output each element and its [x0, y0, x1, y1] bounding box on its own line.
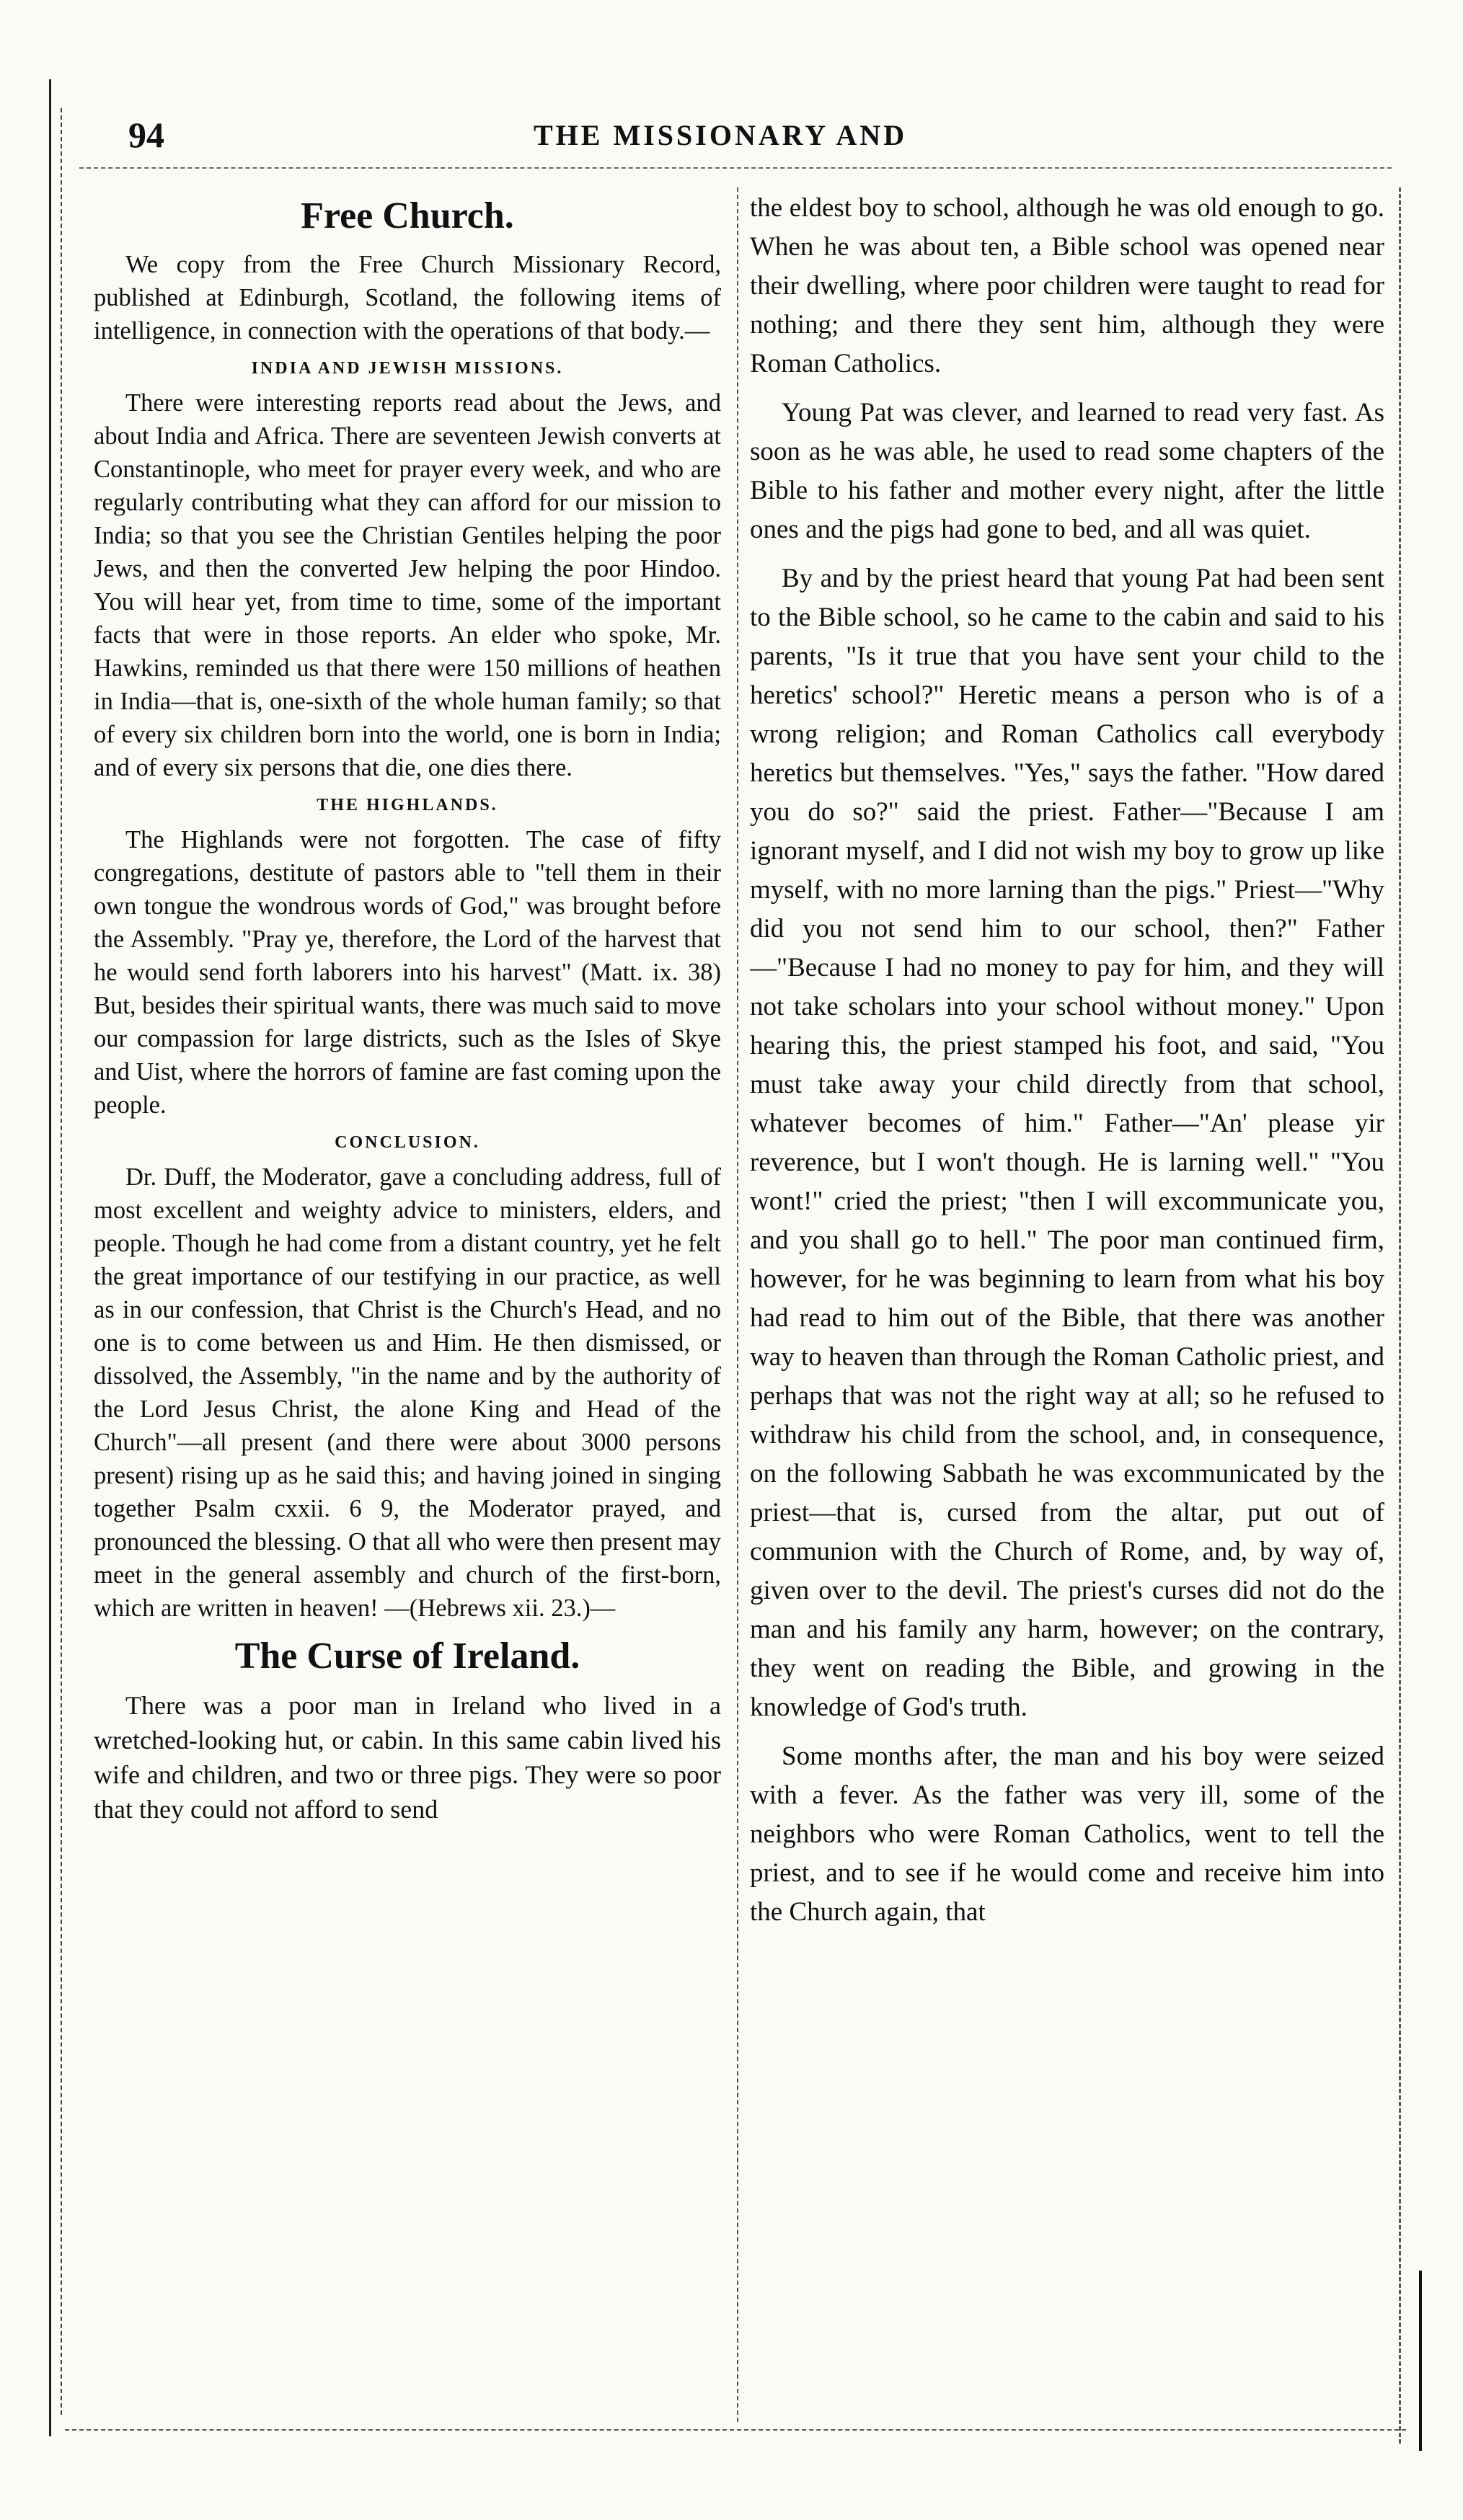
- highlands-text: The Highlands were not forgotten. The case of fifty congregations, destitute of pastors able to "tell them in their own tongue the wondrous words of God," was brought before the Assembly. "Pray ye, therefore, the Lord of the harvest that he would send forth laborers into his harvest" (Matt. ix. 38) But, besides their spiritual wants, there was much said to move our compassion for large districts, such as the Isles of Skye and Uist, where the horrors of famine are fast coming upon the people.: [94, 826, 721, 1119]
- right-column: [750, 189, 1384, 2423]
- page-number: 94: [128, 115, 164, 155]
- india-missions-text: There were interesting reports read about the Jews, and about India and Africa. There are seventeen Jewish converts at Constantinople, who meet for prayer every week, and who are regularly contributing what they can afford for our mission to India; so that you see the Christian Gentiles helping the poor Jews, and then the converted Jew helping the poor Hindoo. You will hear yet, from time to time, some of the important facts that were in those reports. An elder who spoke, Mr. Hawkins, reminded us that there were 150 millions of heathen in India—that is, one-sixth of the whole human family; so that of every six children born into the world, one is born in India; and of every six persons that die, one dies there.: [94, 389, 721, 781]
- fever-paragraph: Some months after, the man and his boy were seized with a fever. As the father was very ill, some of the neighbors who were Roman Catholics, went to tell the priest, and to see if he would come and receive him into the Church again, that: [750, 1742, 1384, 1927]
- curse-of-ireland-text: There was a poor man in Ireland who lived in a wretched-looking hut, or cabin. In this same cabin lived his wife and children, and two or three pigs. They were so poor that they could not afford to send: [94, 1691, 721, 1824]
- young-pat-paragraph: Young Pat was clever, and learned to read very fast. As soon as he was able, he used to read some chapters of the Bible to his father and mother every night, after the little ones and the pigs had gone to bed, and all was quiet.: [750, 398, 1384, 544]
- section-heading-india: INDIA AND JEWISH MISSIONS.: [251, 359, 564, 378]
- article-title-curse-of-ireland: The Curse of Ireland.: [234, 1636, 580, 1677]
- section-heading-conclusion: CONCLUSION.: [335, 1133, 480, 1152]
- article-title-free-church: Free Church.: [301, 195, 514, 236]
- header-rule: [79, 167, 1392, 169]
- priest-paragraph: By and by the priest heard that young Pat had been sent to the Bible school, so he came to the cabin and said to his parents, "Is it true that you have sent your child to the heretics' school?" Heretic means a person who is of a wrong religion; and Roman Catholics call everybody heretics but themselves. "Yes," says the father. "How dared you do so?" said the priest. Father—"Because I am ignorant myself, and I did not wish my boy to grow up like myself, with no more larning than the pigs." Priest—"Why did you not send him to our school, then?" Father—"Because I had no money to pay for him, and they will not take scholars into your school without money." Upon hearing this, the priest stamped his foot, and said, "You must take away your child directly from that school, whatever becomes of him." Father—"An' please yir reverence, but I won't though. He is larning well." "You wont!" cried the priest; "then I will excommunicate you, and you shall go to hell." The poor man continued firm, however, for he was beginning to learn from what his boy had read to him out of the Bible, that there was another way to heaven than through the Roman Catholic priest, and perhaps that was not the right way at all; so he refused to withdraw his child from the school, and, in consequence, on the following Sabbath he was excommunicated by the priest—that is, cursed from the altar, put out of communion with the Church of Rome, and, by way of, given over to the devil. The priest's curses did not do the man and his family any harm, however; on the contrary, they went on reading the Bible, and growing in the knowledge of God's truth.: [750, 564, 1384, 1722]
- free-church-intro: We copy from the Free Church Missionary Record, published at Edinburgh, Scotland, the following items of intelligence, in connection with the operations of that body.—: [94, 251, 721, 345]
- curse-continuation-text: the eldest boy to school, although he was old enough to go. When he was about ten, a Bible school was opened near their dwelling, where poor children were taught to read for nothing; and there they sent him, although they were Roman Catholics.: [750, 193, 1384, 378]
- section-heading-highlands: THE HIGHLANDS.: [317, 796, 498, 815]
- page-edge-right: [1399, 187, 1401, 2444]
- page-edge-left-inner: [61, 108, 62, 2415]
- left-column: [94, 189, 721, 2423]
- footer-rule: [65, 2429, 1406, 2431]
- column-divider: [737, 187, 738, 2422]
- page-edge-left: [49, 79, 51, 2436]
- running-head: THE MISSIONARY AND: [534, 119, 908, 151]
- conclusion-text: Dr. Duff, the Moderator, gave a concluding address, full of most excellent and weighty advice to ministers, elders, and people. Though he had come from a distant country, yet he felt the great importance of our testifying in our practice, as well as in our confession, that Christ is the Church's Head, and no one is to come between us and Him. He then dismissed, or dissolved, the Assembly, "in the name and by the authority of the Lord Jesus Christ, the alone King and Head of the Church"—all present (and there were about 3000 persons present) rising up as he said this; and having joined in singing together Psalm cxxii. 6 9, the Moderator prayed, and pronounced the blessing. O that all who were then present may meet in the general assembly and church of the first-born, which are written in heaven! —(Hebrews xii. 23.)—: [94, 1163, 721, 1622]
- page-edge-right-bottom: [1419, 2271, 1422, 2451]
- page-header: [108, 108, 1392, 159]
